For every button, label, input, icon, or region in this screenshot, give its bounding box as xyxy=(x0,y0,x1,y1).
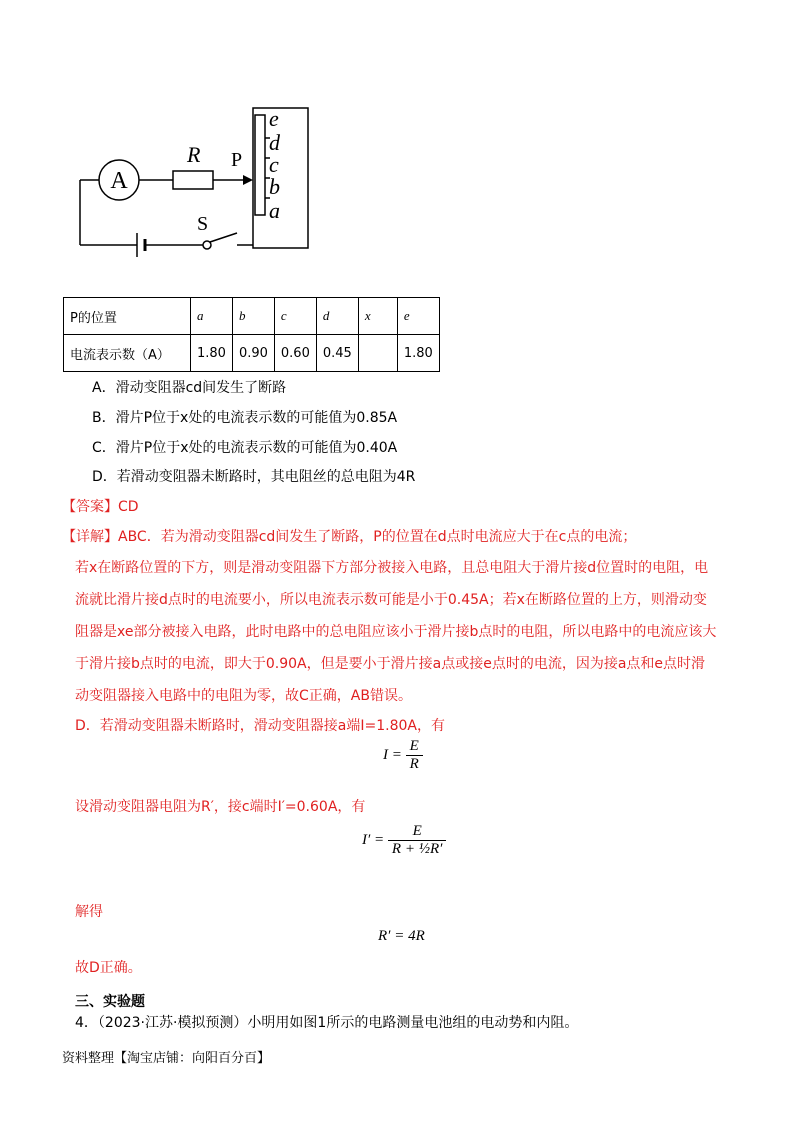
table-row xyxy=(64,335,440,372)
footer: 资料整理【淘宝店铺：向阳百分百】 xyxy=(62,1051,271,1066)
table-cell: P的位置 xyxy=(64,298,191,335)
table-cell: 1.80 xyxy=(191,335,233,372)
equation-denominator: R xyxy=(409,756,419,772)
detail-line: 解得 xyxy=(75,904,103,920)
equation-lhs: I′ = xyxy=(362,831,385,848)
section-title: 三、实验题 xyxy=(75,994,145,1010)
rheostat-frame xyxy=(253,108,308,248)
detail-line: D．若滑动变阻器未断路时，滑动变阻器接a端I=1.80A，有 xyxy=(75,718,445,734)
detail-line: 动变阻器接入电路中的电阻为零，故C正确，AB错误。 xyxy=(75,688,412,704)
detail-line: 若x在断路位置的下方，则是滑动变阻器下方部分被接入电路，且总电阻大于滑片接d位置时的电阻，电 xyxy=(75,560,709,576)
equation-numerator: E xyxy=(388,823,446,841)
tap-b: b xyxy=(269,174,280,199)
tap-e: e xyxy=(269,106,279,131)
table-cell xyxy=(358,335,397,372)
table-cell: 0.60 xyxy=(274,335,316,372)
tap-c: c xyxy=(269,152,279,177)
table-cell: 1.80 xyxy=(397,335,439,372)
detail-line: 设滑动变阻器电阻为R′，接c端时I′=0.60A，有 xyxy=(75,799,366,815)
resistor-symbol xyxy=(173,171,213,189)
switch-label: S xyxy=(197,213,209,235)
detail-line: 于滑片接b点时的电流，即大于0.90A，但是要小于滑片接a点或接e点时的电流，因为接a点和e点时滑 xyxy=(75,656,706,672)
ammeter-label: A xyxy=(110,168,128,194)
slider-label: P xyxy=(231,149,243,171)
table-cell: 电流表示数（A） xyxy=(64,335,191,372)
equation-lhs: I = xyxy=(383,746,402,763)
resistor-label: R xyxy=(187,142,201,167)
circuit-diagram xyxy=(75,100,315,275)
detail-line: 故D正确。 xyxy=(75,960,142,976)
table-cell: b xyxy=(232,298,274,335)
option-d: D．若滑动变阻器未断路时，其电阻丝的总电阻为4R xyxy=(92,469,416,485)
table-cell: c xyxy=(274,298,316,335)
measurement-table xyxy=(63,297,440,372)
equation-3: R′ = 4R xyxy=(378,928,425,944)
table-cell: a xyxy=(191,298,233,335)
table-cell: e xyxy=(397,298,439,335)
detail-line: 【详解】ABC．若为滑动变阻器cd间发生了断路，P的位置在d点时电流应大于在c点的电流； xyxy=(62,529,637,545)
equation-numerator: E xyxy=(406,738,423,756)
option-c: C．滑片P位于x处的电流表示数的可能值为0.40A xyxy=(92,440,398,456)
question-4: 4．（2023·江苏·模拟预测）小明用如图1所示的电路测量电池组的电动势和内阻。 xyxy=(75,1015,579,1031)
rheostat-coil xyxy=(255,115,265,215)
detail-line: 阻器是xe部分被接入电路，此时电路中的总电阻应该小于滑片接b点时的电阻，所以电路中的电流应该大 xyxy=(75,624,717,640)
equation-1 xyxy=(383,738,423,773)
detail-line: 流就比滑片接d点时的电流要小，所以电流表示数可能是小于0.45A；若x在断路位置的上方，则滑动变 xyxy=(75,592,707,608)
option-b: B．滑片P位于x处的电流表示数的可能值为0.85A xyxy=(92,410,398,426)
tap-d: d xyxy=(269,130,280,155)
table-cell: 0.90 xyxy=(232,335,274,372)
answer: 【答案】CD xyxy=(62,499,139,515)
table-cell: d xyxy=(316,298,358,335)
table-cell: 0.45 xyxy=(316,335,358,372)
equation-2 xyxy=(362,823,446,858)
tap-a: a xyxy=(269,198,280,223)
option-a: A．滑动变阻器cd间发生了断路 xyxy=(92,380,287,396)
table-row xyxy=(64,298,440,335)
equation-denominator: R + ½R′ xyxy=(391,841,443,857)
table-cell: x xyxy=(358,298,397,335)
